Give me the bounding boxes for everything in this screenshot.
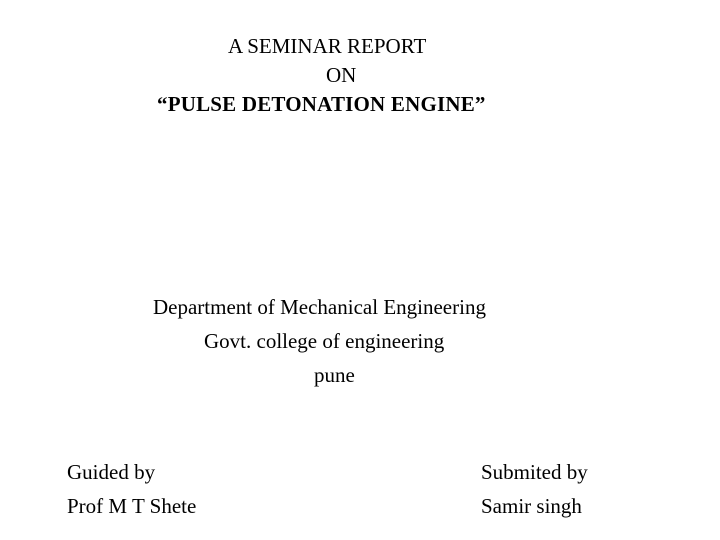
submitter-label: Submited by xyxy=(481,460,588,484)
report-type-heading: A SEMINAR REPORT xyxy=(228,34,427,58)
college-name: Govt. college of engineering xyxy=(204,329,445,353)
college-city: pune xyxy=(314,363,355,387)
department-name: Department of Mechanical Engineering xyxy=(153,295,486,319)
guide-label: Guided by xyxy=(67,460,156,484)
report-topic-heading: “PULSE DETONATION ENGINE” xyxy=(157,92,486,116)
submitter-name: Samir singh xyxy=(481,494,582,518)
report-on-heading: ON xyxy=(326,63,357,87)
guide-name: Prof M T Shete xyxy=(67,494,197,518)
